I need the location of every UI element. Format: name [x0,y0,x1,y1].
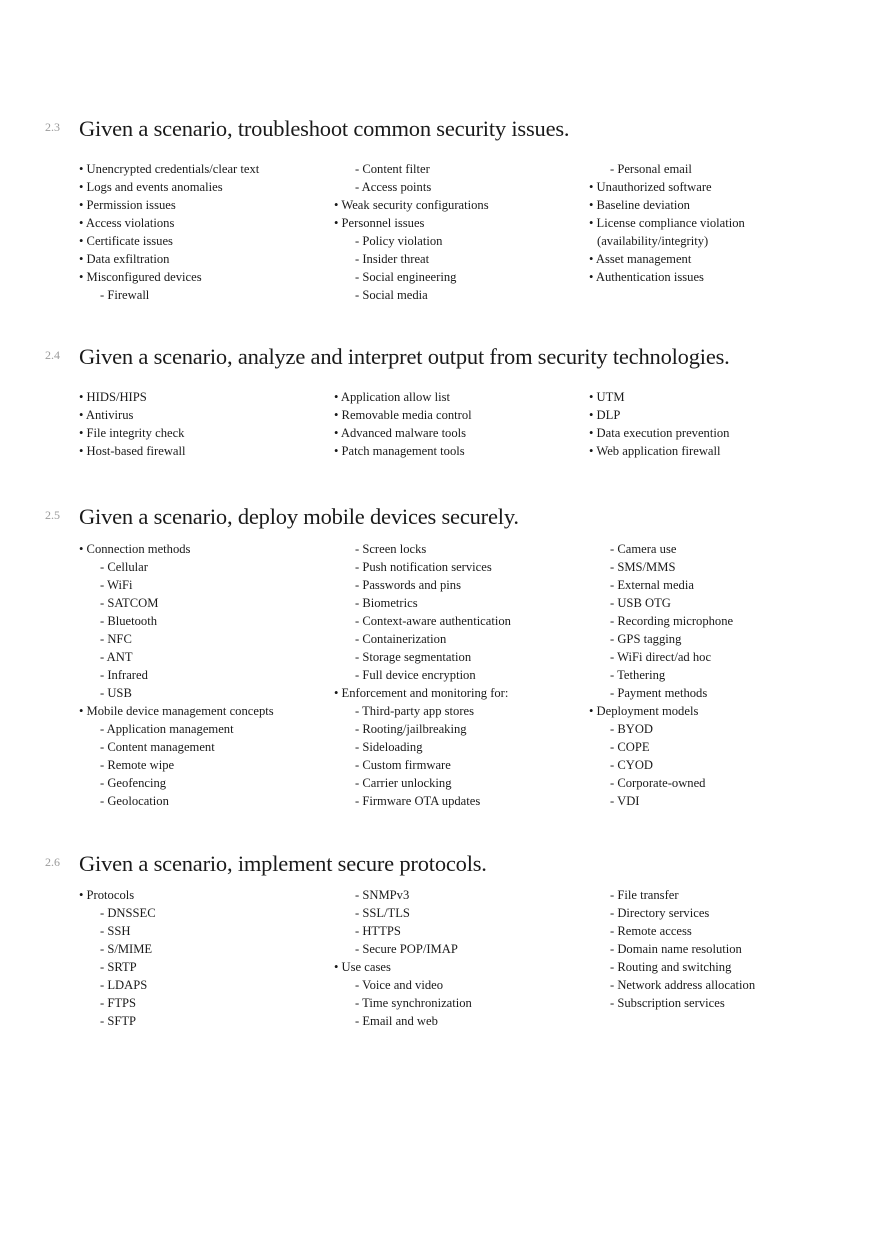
list-item: - SRTP [100,960,137,974]
list-item: • Antivirus [79,408,134,422]
list-item: - Routing and switching [610,960,732,974]
list-item: - BYOD [610,722,654,736]
list-item: • Web application firewall [589,444,721,458]
list-item: - WiFi direct/ad hoc [610,650,712,664]
list-item: • HIDS/HIPS [79,390,147,404]
list-item: • Data exfiltration [79,252,170,266]
list-item: - Recording microphone [610,614,734,628]
list-item: • Deployment models [589,704,699,718]
list-item: - Bluetooth [100,614,158,628]
list-item: • Enforcement and monitoring for: [334,686,509,700]
list-item: - LDAPS [100,978,148,992]
column-2 [334,540,511,810]
list-item: - SSH [100,924,131,938]
list-item: - S/MIME [100,942,153,956]
list-item: - COPE [610,740,650,754]
section-title: Given a scenario, analyze and interpret output from security technologies. [79,344,730,369]
list-item: - Context-aware authentication [355,614,511,628]
list-item: - Carrier unlocking [355,776,452,790]
list-item: • Unencrypted credentials/clear text [79,162,260,176]
list-item: - Firmware OTA updates [355,794,481,808]
list-item: - VDI [610,794,640,808]
list-item: - SSL/TLS [355,906,410,920]
list-item: - File transfer [610,888,679,902]
section-number: 2.3 [45,120,60,134]
list-item: • Advanced malware tools [334,426,467,440]
list-item: - Corporate-owned [610,776,706,790]
section-title: Given a scenario, deploy mobile devices securely. [79,504,519,529]
column-3 [589,886,755,1012]
list-item: - SNMPv3 [355,888,410,902]
list-item: • Use cases [334,960,391,974]
list-item: - GPS tagging [610,632,682,646]
list-item: - Time synchronization [355,996,472,1010]
list-item: • Misconfigured devices [79,270,202,284]
list-item: • Mobile device management concepts [79,704,274,718]
list-item: - SMS/MMS [610,560,676,574]
list-item: - Tethering [610,668,666,682]
list-item: - Voice and video [355,978,444,992]
section-number: 2.4 [45,348,60,362]
list-item: • Weak security configurations [334,198,489,212]
list-item: - Third-party app stores [355,704,475,718]
column-3 [589,160,745,286]
list-item: - SATCOM [100,596,159,610]
column-1 [79,160,259,304]
list-item: • Data execution prevention [589,426,730,440]
section-title: Given a scenario, troubleshoot common security issues. [79,116,570,141]
list-item: - Network address allocation [610,978,756,992]
list-item: - Personal email [610,162,692,176]
list-item: - WiFi [100,578,133,592]
list-item: • Authentication issues [589,270,704,284]
column-1 [79,540,274,810]
list-item: - DNSSEC [100,906,156,920]
column-1 [79,388,186,460]
list-item: - Email and web [355,1014,438,1028]
list-item: - Insider threat [355,252,430,266]
column-2 [334,388,472,460]
list-item: - Application management [100,722,234,736]
list-item: - Remote wipe [100,758,175,772]
list-item: - USB OTG [610,596,671,610]
list-item: - Passwords and pins [355,578,461,592]
list-item: • Certificate issues [79,234,173,248]
list-item: - Full device encryption [355,668,476,682]
list-item: - Content management [100,740,215,754]
column-2 [334,886,472,1030]
list-item: • File integrity check [79,426,185,440]
list-item: - CYOD [610,758,654,772]
list-item: - Geolocation [100,794,169,808]
list-item: - Camera use [610,542,677,556]
list-item: • UTM [589,390,625,404]
list-item: • License compliance violation [589,216,745,230]
column-1 [79,886,156,1030]
list-item: - Geofencing [100,776,167,790]
column-3 [589,540,733,810]
list-item: - Infrared [100,668,148,682]
list-item: • Personnel issues [334,216,425,230]
list-item: - Cellular [100,560,148,574]
list-item: - Policy violation [355,234,443,248]
list-item: • Application allow list [334,390,450,404]
list-item: - Containerization [355,632,447,646]
list-item: - USB [100,686,132,700]
list-item: - Subscription services [610,996,725,1010]
list-item: - Content filter [355,162,430,176]
list-item: - Directory services [610,906,710,920]
list-item: - Domain name resolution [610,942,742,956]
list-item: - Access points [355,180,432,194]
list-item: - ANT [100,650,133,664]
section-number: 2.6 [45,855,60,869]
list-item: - Social media [355,288,428,302]
list-item: • DLP [589,408,621,422]
list-item: - External media [610,578,694,592]
section-number: 2.5 [45,508,60,522]
list-item: - SFTP [100,1014,137,1028]
list-item: • Unauthorized software [589,180,712,194]
list-item: - Secure POP/IMAP [355,942,458,956]
column-3 [589,388,729,460]
list-item: - Remote access [610,924,692,938]
list-item: - HTTPS [355,924,401,938]
list-item: - Storage segmentation [355,650,472,664]
list-item: • Connection methods [79,542,191,556]
section-title: Given a scenario, implement secure protocols. [79,851,487,876]
list-item: - Push notification services [355,560,492,574]
column-2 [334,160,489,304]
list-item: • Removable media control [334,408,472,422]
list-item: • Logs and events anomalies [79,180,223,194]
list-item: - Screen locks [355,542,427,556]
list-item: • Patch management tools [334,444,465,458]
list-item: • Protocols [79,888,135,902]
list-item: - Custom firmware [355,758,451,772]
list-item: • Baseline deviation [589,198,690,212]
list-item: (availability/integrity) [597,234,709,248]
list-item: - Payment methods [610,686,708,700]
list-item: - Biometrics [355,596,418,610]
list-item: • Access violations [79,216,175,230]
list-item: • Permission issues [79,198,176,212]
list-item: - NFC [100,632,132,646]
list-item: - Sideloading [355,740,423,754]
list-item: - Firewall [100,288,150,302]
list-item: • Asset management [589,252,692,266]
list-item: - Social engineering [355,270,457,284]
list-item: - FTPS [100,996,137,1010]
list-item: - Rooting/jailbreaking [355,722,467,736]
list-item: • Host-based firewall [79,444,186,458]
